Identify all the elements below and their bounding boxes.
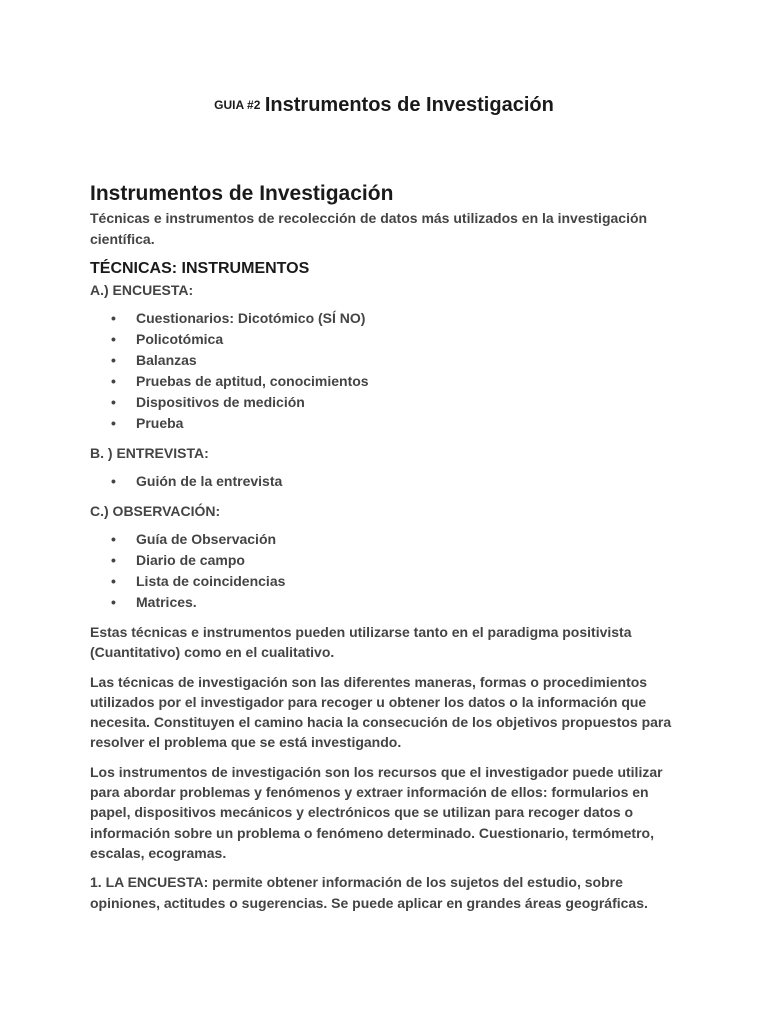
list-item: • Pruebas de aptitud, conocimientos <box>90 371 690 392</box>
bullet-icon: • <box>111 594 116 610</box>
entrevista-list <box>90 471 690 492</box>
document-body <box>90 180 690 913</box>
list-item: • Guión de la entrevista <box>90 471 690 492</box>
bullet-icon: • <box>111 573 116 589</box>
bullet-icon: • <box>111 552 116 568</box>
bullet-icon: • <box>111 415 116 431</box>
list-item: • Guía de Observación <box>90 529 690 550</box>
list-item: • Diario de campo <box>90 550 690 571</box>
entrevista-label: B. ) ENTREVISTA: <box>90 445 209 461</box>
bullet-icon: • <box>111 473 116 489</box>
list-item: • Matrices. <box>90 592 690 613</box>
encuesta-list <box>90 308 690 434</box>
bullet-icon: • <box>111 331 116 347</box>
instruments-definition-paragraph: Los instrumentos de investigación son los recursos que el investigador puede utilizar para abordar problemas y fenómenos y extraer información de ellos: formularios en papel, dispositivos mecánicos y electrónicos que se utilizan para recoger datos o información sobre un problema o fenómeno determinado. Cuestionario, termómetro, escalas, ecogramas. <box>90 763 663 861</box>
guide-title: Instrumentos de Investigación <box>264 94 554 116</box>
encuesta-label: A.) ENCUESTA: <box>90 282 194 298</box>
bullet-icon: • <box>111 531 116 547</box>
section-intro: Técnicas e instrumentos de recolección de datos más utilizados en la investigación científica. <box>90 210 648 247</box>
survey-paragraph: 1. LA ENCUESTA: permite obtener información de los sujetos del estudio, sobre opiniones, actitudes o sugerencias. Se puede aplicar en grandes áreas geográficas. <box>90 874 648 911</box>
bullet-icon: • <box>111 394 116 410</box>
techniques-definition-paragraph: Las técnicas de investigación son las diferentes maneras, formas o procedimientos utilizados por el investigador para recoger u obtener los datos o la información que necesita. Constituyen el camino hacia la consecución de los objetivos propuestos para resolver el problema que se está investigando. <box>90 673 672 751</box>
list-item: • Policotómica <box>90 329 690 350</box>
list-item: • Prueba <box>90 413 690 434</box>
bullet-icon: • <box>111 352 116 368</box>
observacion-label: C.) OBSERVACIÓN: <box>90 503 221 519</box>
guide-number: GUIA #2 <box>214 98 261 112</box>
section-heading: Instrumentos de Investigación <box>90 182 394 205</box>
observacion-list <box>90 529 690 613</box>
list-item: • Dispositivos de medición <box>90 392 690 413</box>
techniques-heading: TÉCNICAS: INSTRUMENTOS <box>90 260 310 277</box>
list-item: • Lista de coincidencias <box>90 571 690 592</box>
bullet-icon: • <box>111 373 116 389</box>
list-item: • Cuestionarios: Dicotómico (SÍ NO) <box>90 308 690 329</box>
paradigm-paragraph: Estas técnicas e instrumentos pueden utilizarse tanto en el paradigma positivista (Cuantitativo) como en el cualitativo. <box>90 624 632 661</box>
document-title <box>0 94 768 117</box>
bullet-icon: • <box>111 310 116 326</box>
list-item: • Balanzas <box>90 350 690 371</box>
